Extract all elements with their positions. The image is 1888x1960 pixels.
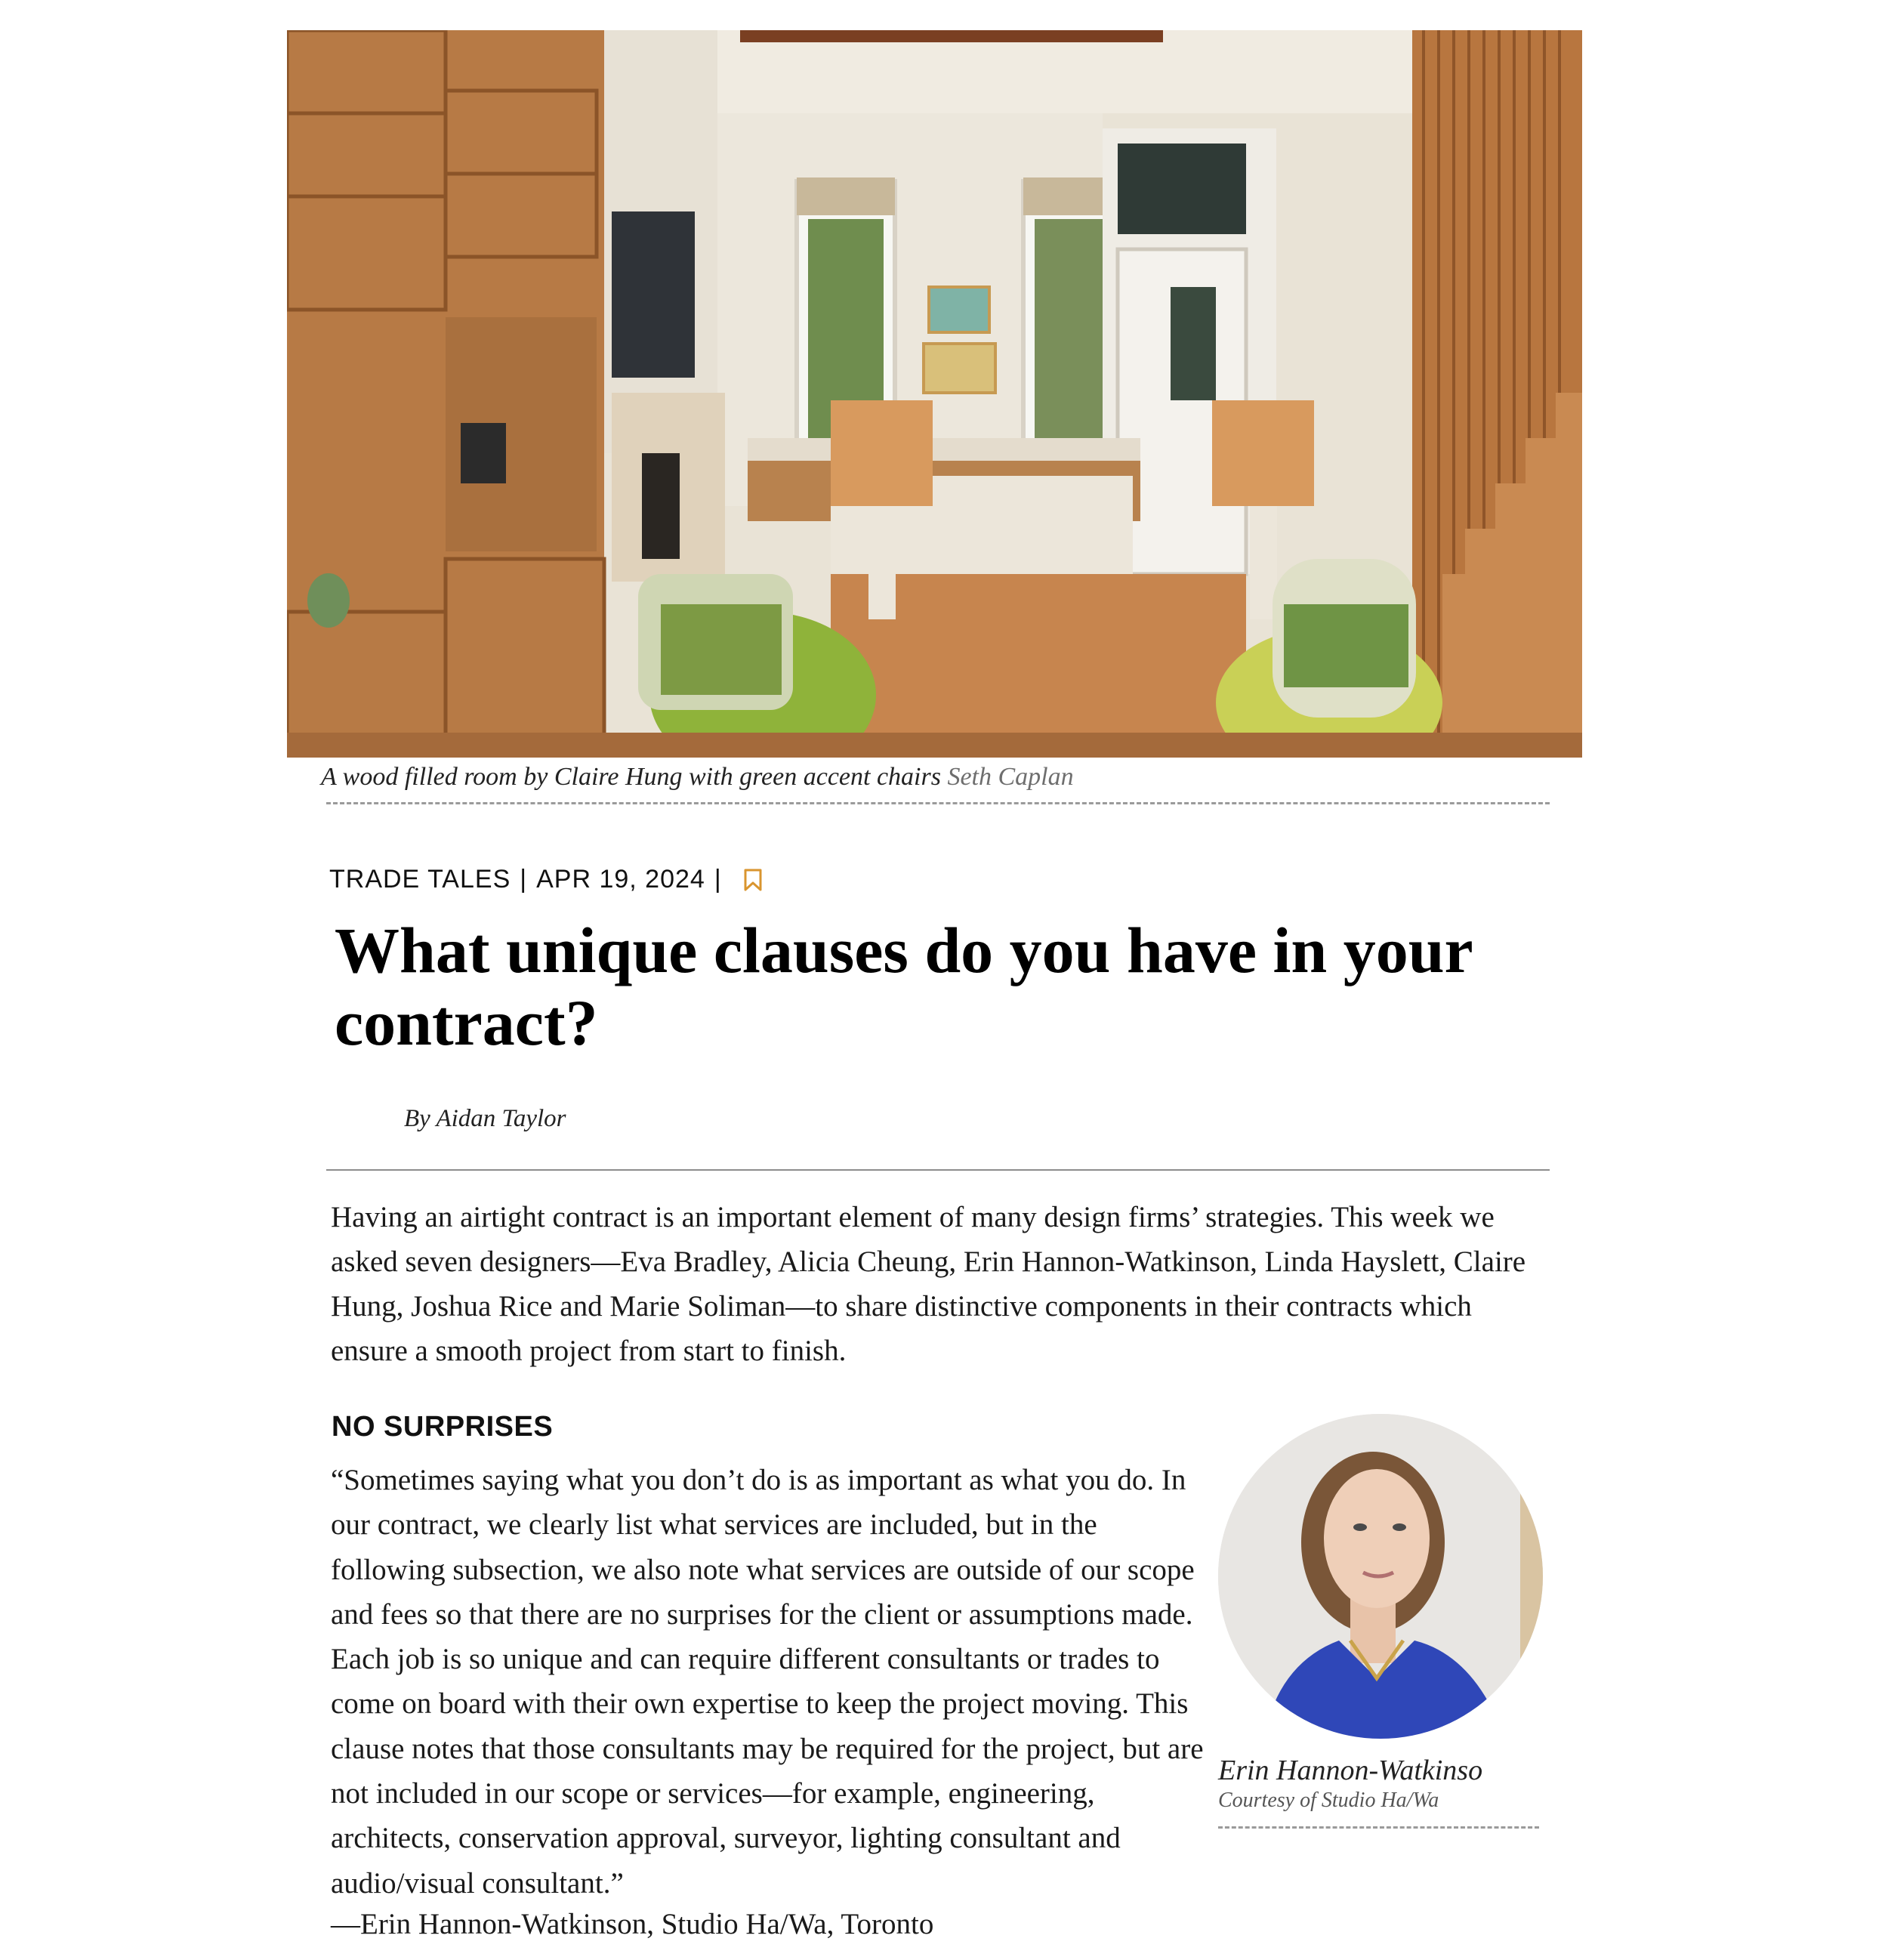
quote-paragraph: “Sometimes saying what you don’t do is as important as what you do. In our contract, we clearly list what services are included, but in the following subsection, we also note what services are outside of our scope and fees so that there are no surprises for the client or assumptions made. Each job is so unique and can require different consultants or trades to come on board with their own expertise to keep the project moving. This clause notes that those consultants may be required for the project, but are not included in our scope or services—for example, engineering, architects, conservation approval, surveyor, lighting consultant and audio/visual consultant.” xyxy=(331,1464,1204,1900)
portrait-divider xyxy=(1218,1826,1539,1829)
byline: By Aidan Taylor xyxy=(404,1105,566,1132)
intro-paragraph: Having an airtight contract is an important element of many design firms’ strategies. This week we asked seven designers—Eva Bradley, Alicia Cheung, Erin Hannon-Watkinson, Linda Hayslett, Claire Hung, Joshua Rice and Marie Soliman—to share distinctive components in their contracts which ensure a smooth project from start to finish. xyxy=(331,1201,1526,1367)
article-title: What unique clauses do you have in your contract? xyxy=(335,914,1473,1059)
section-heading: NO SURPRISES xyxy=(332,1411,554,1443)
meta-separator: | xyxy=(714,865,722,894)
portrait-credit: Courtesy of Studio Ha/Wa xyxy=(1218,1789,1439,1812)
bookmark-icon[interactable] xyxy=(743,869,763,891)
photo-credit: Seth Caplan xyxy=(947,763,1074,791)
publish-date: APR 19, 2024 xyxy=(536,865,705,894)
hero-caption xyxy=(321,763,1074,792)
article-meta xyxy=(329,865,763,894)
byline-divider xyxy=(326,1169,1550,1171)
portrait-name: Erin Hannon-Watkinso xyxy=(1218,1755,1483,1786)
quote-attribution: —Erin Hannon-Watkinson, Studio Ha/Wa, Toronto xyxy=(331,1908,934,1940)
caption-divider xyxy=(326,802,1550,804)
caption-text: A wood filled room by Claire Hung with green accent chairs xyxy=(321,763,941,791)
meta-separator: | xyxy=(520,865,528,894)
hero-image xyxy=(287,30,1582,758)
category-link[interactable]: TRADE TALES xyxy=(329,865,511,894)
portrait-photo xyxy=(1218,1414,1543,1739)
